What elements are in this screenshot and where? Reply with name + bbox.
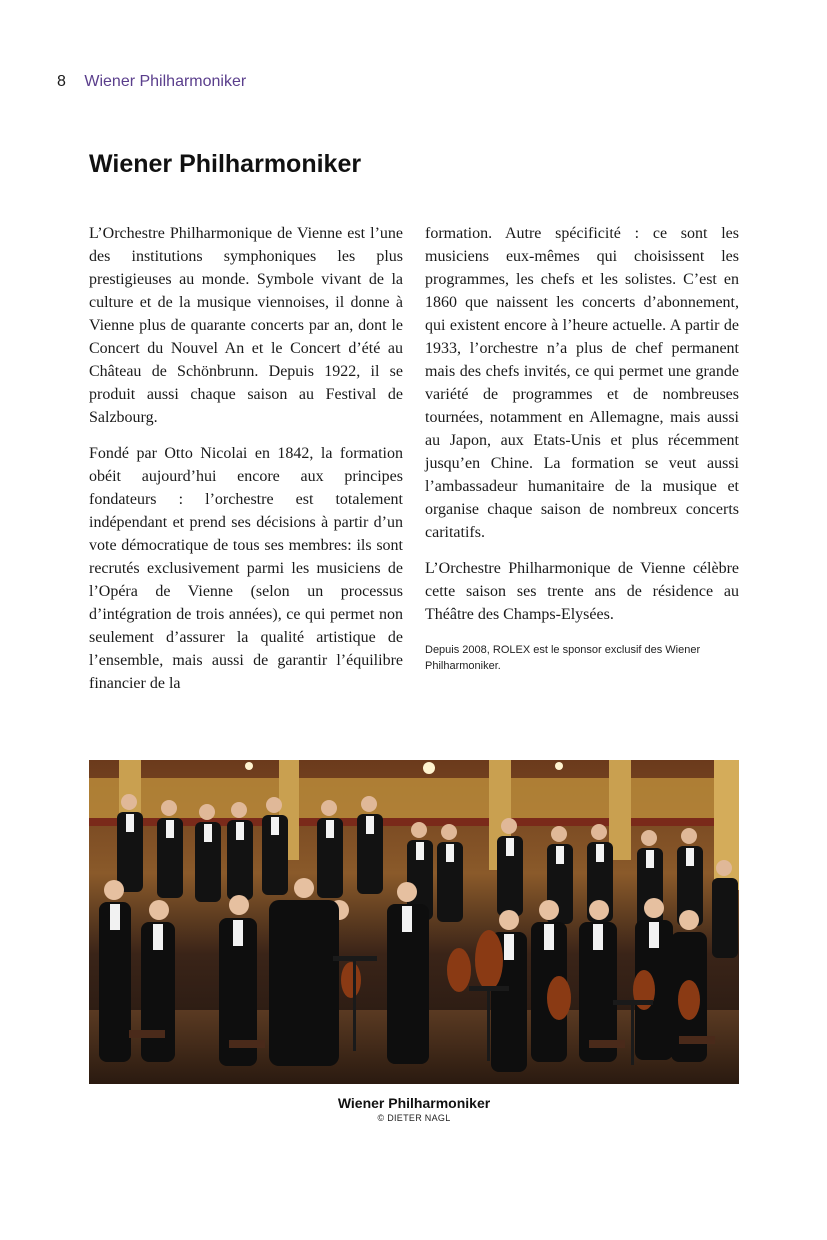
paragraph-continuation: formation. Autre spécificité : ce sont les musiciens eux-mêmes qui choisissent les programmes, les chefs et les solistes. C’est en 1860 que naissent les concerts d’abonnement, qui existent encore à l’heure actuelle. A partir de 1933, l’orchestre n’a plus de chef permanent mais des chefs invités, ce qui permet une grande variété de programmes et de nombreuses tournées, notamment en Allemagne, mais aussi au Japon, aux Etats-Unis et plus récemment jusqu’en Chine. La formation se veut aussi l’ambassadeur humanitaire de la musique et organise chaque saison de nombreux concerts caritatifs. <box>425 225 739 541</box>
paragraph-residence: L’Orchestre Philharmonique de Vienne célèbre cette saison ses trente ans de résidence au Théâtre des Champs-Elysées. <box>425 560 739 623</box>
body-columns <box>89 222 739 708</box>
paragraph-intro: L’Orchestre Philharmonique de Vienne est l’une des institutions symphoniques les plus prestigieuses au monde. Symbole vivant de la culture et de la musique viennoises, il donne à Vienne plus de quarante concerts par an, dont le Concert du Nouvel An et le Concert d’été au Château de Schönbrunn. Depuis 1922, il se produit aussi chaque saison au Festival de Salzbourg. <box>89 225 403 426</box>
orchestra-photo <box>89 760 739 1084</box>
paragraph-history: Fondé par Otto Nicolai en 1842, la formation obéit aujourd’hui encore aux principes fondateurs : l’orchestre est totalement indépendant et prend ses décisions à partir d’un vote démocratique de tous ses membres: ils sont recrutés exclusivement parmi les musiciens de l’Opéra de Vienne (selon un processus d’intégration de trois années), ce qui permet non seulement d’assurer la qualité artistique de l’ensemble, mais aussi de garantir l’équilibre financier de la <box>89 445 403 692</box>
page-number: 8 <box>57 73 66 90</box>
sponsor-note: Depuis 2008, ROLEX est le sponsor exclusif des Wiener Philharmoniker. <box>425 644 701 672</box>
running-header <box>57 72 246 92</box>
caption-title: Wiener Philharmoniker <box>337 1095 491 1111</box>
orchestra-photo-illustration <box>89 760 739 1084</box>
article-title: Wiener Philharmoniker <box>89 150 362 178</box>
left-column <box>89 222 403 708</box>
running-title: Wiener Philharmoniker <box>84 73 247 90</box>
right-column <box>425 222 739 708</box>
photo-caption <box>89 1094 739 1124</box>
caption-credit: © DIETER NAGL <box>377 1113 451 1123</box>
